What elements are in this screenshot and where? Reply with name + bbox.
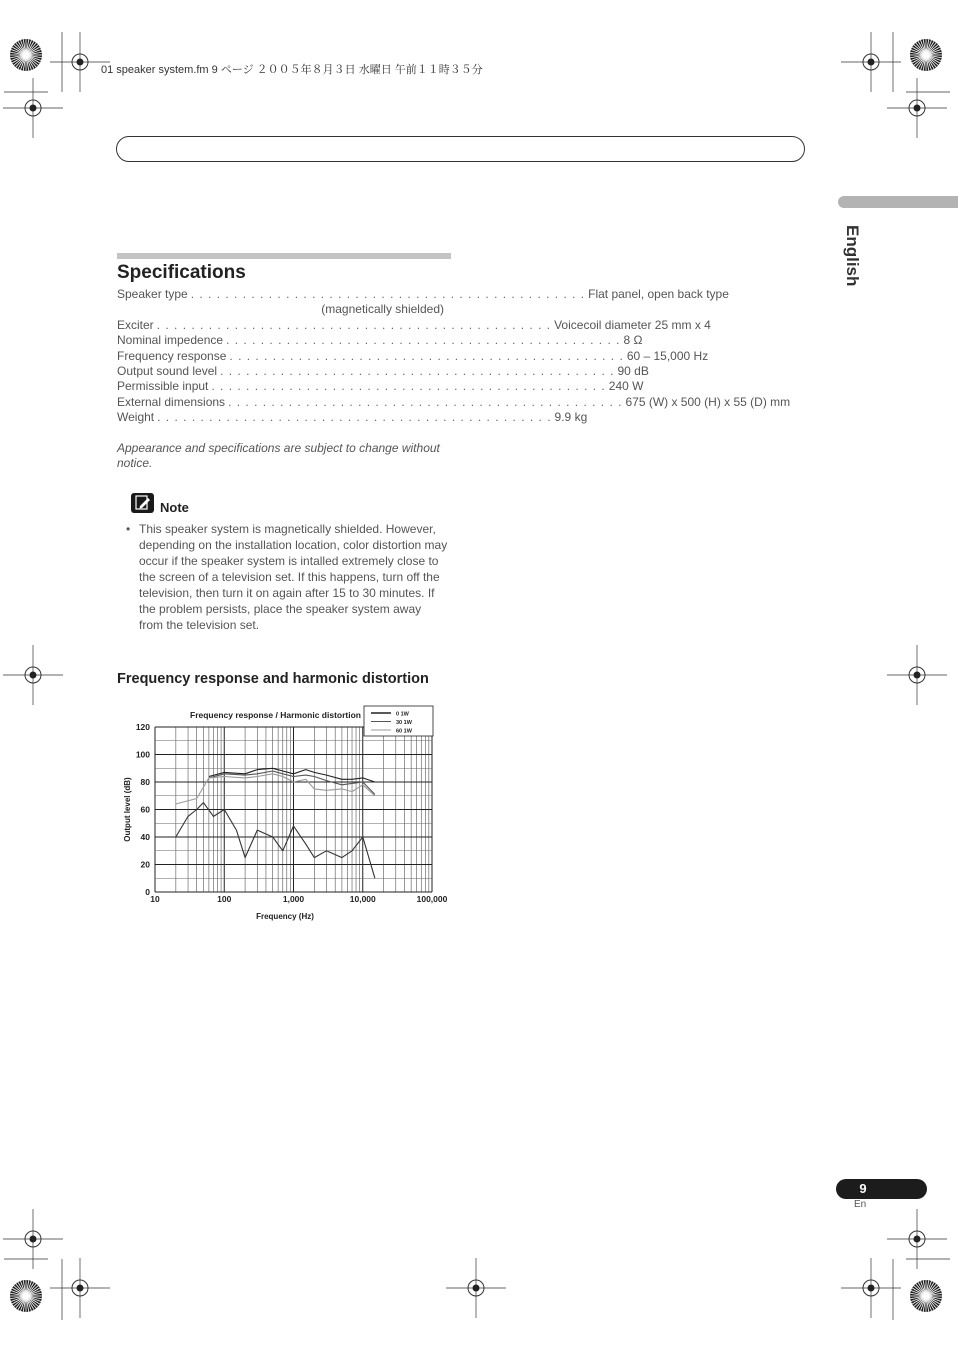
- note-title: Note: [160, 500, 189, 515]
- leader-dots: . . . . . . . . . . . . . . . . . . . . . . . . . . . . . . . . . . . . . . . . . . . . . .: [190, 287, 586, 301]
- starburst-spoke: [26, 55, 38, 65]
- starburst-spoke: [921, 40, 926, 55]
- starburst-spoke: [26, 55, 31, 70]
- starburst-spoke: [926, 55, 938, 65]
- starburst-spoke: [16, 1284, 26, 1296]
- starburst-spoke: [18, 1296, 26, 1310]
- crosshair-ring: [863, 54, 879, 70]
- starburst-target: [10, 39, 42, 71]
- starburst-spoke: [26, 1291, 41, 1296]
- starburst-spoke: [916, 55, 926, 67]
- spec-value: 240 W: [608, 379, 644, 394]
- starburst-spoke: [910, 1293, 926, 1296]
- starburst-spoke: [926, 1293, 942, 1296]
- starburst-spoke: [926, 1296, 938, 1306]
- starburst-spoke: [926, 1284, 936, 1296]
- starburst-spoke: [26, 1293, 42, 1296]
- starburst-spoke: [14, 55, 26, 65]
- spec-label: Speaker type: [117, 287, 188, 301]
- x-tick-label: 10,000: [349, 894, 376, 904]
- starburst-spoke: [910, 1296, 926, 1299]
- crosshair-ring: [863, 1280, 879, 1296]
- starburst-spoke: [911, 1291, 926, 1296]
- starburst-spoke: [918, 1296, 926, 1310]
- spec-row: [117, 317, 711, 333]
- starburst-spoke: [926, 1286, 938, 1296]
- crosshair-ring: [72, 54, 88, 70]
- crosshair-dot: [30, 105, 37, 112]
- y-tick-label: 120: [135, 722, 150, 732]
- leader-dots: . . . . . . . . . . . . . . . . . . . . . . . . . . . . . . . . . . . . . . . . . . . . . .: [229, 348, 624, 363]
- starburst-spoke: [921, 1281, 926, 1296]
- starburst-spoke: [26, 39, 29, 55]
- starburst-spoke: [926, 40, 931, 55]
- starburst-spoke: [26, 55, 29, 71]
- starburst-spoke: [12, 47, 26, 55]
- note-text: This speaker system is magnetically shielded. However, depending on the installation location, color distortion may occur if the speaker system is intalled extremely close to the screen of a television set. If this happens, turn off the television, then turn it on again after 15 to 30 minutes. If the problem persists, place the speaker system away from the television set.: [139, 522, 448, 632]
- starburst-spoke: [926, 55, 942, 58]
- starburst-spoke: [911, 50, 926, 55]
- starburst-spoke: [12, 1288, 26, 1296]
- crosshair-ring: [468, 1280, 484, 1296]
- series-line: [176, 774, 375, 804]
- starburst-spoke: [14, 1296, 26, 1306]
- spec-value: Voicecoil diameter 25 mm x 4: [554, 317, 711, 332]
- starburst-spoke: [26, 55, 42, 58]
- spec-value: 60 – 15,000 Hz: [626, 348, 709, 363]
- spec-row: [117, 364, 649, 379]
- starburst-spoke: [10, 55, 26, 58]
- leader-dots: . . . . . . . . . . . . . . . . . . . . . . . . . . . . . . . . . . . . . . . . . . . . . .: [226, 333, 621, 348]
- spec-row: [117, 394, 791, 410]
- crosshair-dot: [77, 1285, 84, 1292]
- starburst-spoke: [910, 52, 926, 55]
- starburst-spoke: [926, 41, 934, 55]
- leader-dots: . . . . . . . . . . . . . . . . . . . . . . . . . . . . . . . . . . . . . . . . . . . . . .: [228, 394, 623, 409]
- starburst-spoke: [914, 1286, 926, 1296]
- starburst-spoke: [926, 1296, 940, 1304]
- legend-entry: 30 1W: [396, 720, 412, 726]
- spec-label: Weight: [117, 410, 155, 425]
- legend-entry: 0 1W: [396, 711, 409, 718]
- crosshair-ring: [909, 667, 925, 683]
- starburst-spoke: [926, 55, 940, 63]
- starburst-spoke: [918, 1282, 926, 1296]
- starburst-spoke: [26, 1281, 31, 1296]
- starburst-spoke: [916, 43, 926, 55]
- starburst-spoke: [926, 50, 941, 55]
- crosshair-dot: [30, 1236, 37, 1243]
- starburst-spoke: [11, 1296, 26, 1301]
- starburst-spoke: [11, 55, 26, 60]
- starburst-spoke: [23, 55, 26, 71]
- starburst-spoke: [926, 39, 929, 55]
- starburst-spoke: [926, 1282, 934, 1296]
- crosshair-ring: [25, 667, 41, 683]
- spec-value: 90 dB: [617, 364, 649, 379]
- starburst-spoke: [26, 52, 42, 55]
- section-rule: [117, 253, 451, 259]
- starburst-spoke: [923, 55, 926, 71]
- starburst-target: [910, 39, 942, 71]
- spec-value: Flat panel, open back type: [588, 287, 729, 301]
- starburst-spoke: [26, 1296, 36, 1308]
- starburst-spoke: [918, 41, 926, 55]
- note-pencil-icon: [131, 493, 154, 513]
- starburst-spoke: [18, 55, 26, 69]
- file-header-line: 01 speaker system.fm 9 ページ ２００５年８月３日 水曜日 午前１１時３５分: [101, 64, 483, 76]
- leader-dots: . . . . . . . . . . . . . . . . . . . . . . . . . . . . . . . . . . . . . . . . . . . . . .: [211, 379, 606, 394]
- starburst-spoke: [921, 1296, 926, 1311]
- starburst-spoke: [926, 1296, 941, 1301]
- starburst-spoke: [26, 1296, 38, 1306]
- starburst-spoke: [912, 1296, 926, 1304]
- starburst-spoke: [26, 1280, 29, 1296]
- starburst-spoke: [26, 1288, 40, 1296]
- spec-value: 675 (W) x 500 (H) x 55 (D) mm: [625, 394, 791, 409]
- starburst-spoke: [912, 47, 926, 55]
- starburst-spoke: [12, 55, 26, 63]
- starburst-spoke: [26, 55, 36, 67]
- x-tick-label: 100: [217, 894, 232, 904]
- crosshair-ring: [25, 1231, 41, 1247]
- leader-dots: . . . . . . . . . . . . . . . . . . . . . . . . . . . . . . . . . . . . . . . . . . . . . .: [220, 364, 615, 379]
- starburst-spoke: [926, 1296, 936, 1308]
- starburst-spoke: [911, 55, 926, 60]
- starburst-spoke: [11, 50, 26, 55]
- x-tick-label: 10: [150, 894, 160, 904]
- starburst-spoke: [910, 55, 926, 58]
- note-body: [126, 521, 448, 633]
- starburst-spoke: [10, 1296, 26, 1299]
- starburst-spoke: [10, 1293, 26, 1296]
- starburst-spoke: [926, 52, 942, 55]
- y-tick-label: 0: [145, 887, 150, 897]
- specifications-title: Specifications: [117, 262, 246, 283]
- starburst-spoke: [21, 40, 26, 55]
- x-axis-label: Frequency (Hz): [256, 912, 314, 921]
- starburst-spoke: [26, 1286, 38, 1296]
- starburst-spoke: [21, 55, 26, 70]
- starburst-spoke: [16, 43, 26, 55]
- starburst-spoke: [26, 1296, 29, 1312]
- spec-label: Permissible input: [117, 379, 209, 394]
- starburst-spoke: [921, 55, 926, 70]
- spec-row: [117, 379, 644, 394]
- starburst-spoke: [26, 1296, 41, 1301]
- crosshair-ring: [909, 100, 925, 116]
- starburst-spoke: [926, 55, 941, 60]
- starburst-spoke: [14, 1286, 26, 1296]
- y-tick-label: 100: [135, 749, 150, 760]
- starburst-spoke: [918, 55, 926, 69]
- crosshair-dot: [914, 672, 921, 679]
- crosshair-dot: [77, 59, 84, 66]
- spec-value: 8 Ω: [623, 333, 643, 348]
- starburst-spoke: [23, 1296, 26, 1312]
- spec-label: External dimensions: [117, 394, 226, 409]
- starburst-spoke: [914, 55, 926, 65]
- starburst-spoke: [926, 55, 936, 67]
- starburst-spoke: [21, 1296, 26, 1311]
- specifications-notice: Appearance and specifications are subject to change without notice.: [117, 441, 440, 470]
- starburst-spoke: [23, 39, 26, 55]
- page-number: 9: [859, 1181, 867, 1196]
- starburst-spoke: [26, 1296, 31, 1311]
- spec-label: Frequency response: [117, 348, 227, 363]
- starburst-spoke: [926, 45, 938, 55]
- starburst-spoke: [18, 1282, 26, 1296]
- starburst-spoke: [926, 1291, 941, 1296]
- starburst-spoke: [926, 1296, 934, 1310]
- crosshair-dot: [30, 672, 37, 679]
- note-bullet: •: [126, 522, 131, 536]
- starburst-spoke: [912, 1288, 926, 1296]
- language-tab-label: English: [843, 225, 862, 287]
- starburst-spoke: [911, 1296, 926, 1301]
- leader-dots: . . . . . . . . . . . . . . . . . . . . . . . . . . . . . . . . . . . . . . . . . . . . . .: [157, 410, 552, 425]
- starburst-spoke: [16, 55, 26, 67]
- starburst-spoke: [26, 55, 41, 60]
- frequency-response-title: Frequency response and harmonic distortion: [117, 671, 429, 687]
- legend-entry: 60 1W: [396, 728, 412, 735]
- starburst-spoke: [916, 1284, 926, 1296]
- starburst-spoke: [926, 1281, 931, 1296]
- starburst-spoke: [926, 47, 940, 55]
- starburst-spoke: [914, 45, 926, 55]
- starburst-spoke: [26, 1296, 34, 1310]
- starburst-spoke: [23, 1280, 26, 1296]
- starburst-spoke: [923, 1296, 926, 1312]
- starburst-spoke: [26, 1296, 40, 1304]
- crosshair-ring: [909, 1231, 925, 1247]
- series-line: [209, 768, 375, 782]
- spec-row: [117, 348, 709, 364]
- x-tick-label: 100,000: [416, 894, 448, 904]
- starburst-spoke: [14, 45, 26, 55]
- starburst-spoke: [926, 1296, 942, 1299]
- starburst-spoke: [26, 55, 40, 63]
- y-tick-label: 80: [140, 777, 150, 787]
- spec-label: Output sound level: [117, 364, 218, 379]
- starburst-spoke: [26, 1282, 34, 1296]
- starburst-spoke: [26, 50, 41, 55]
- y-tick-label: 20: [140, 859, 150, 870]
- starburst-spoke: [26, 1296, 42, 1299]
- starburst-spoke: [26, 40, 31, 55]
- frequency-response-chart: [115, 700, 460, 930]
- starburst-target: [910, 1280, 942, 1312]
- starburst-spoke: [926, 55, 931, 70]
- starburst-spoke: [914, 1296, 926, 1306]
- starburst-spoke: [26, 45, 38, 55]
- crosshair-ring: [25, 100, 41, 116]
- crosshair-dot: [914, 1236, 921, 1243]
- y-axis-label: Output level (dB): [123, 777, 132, 842]
- starburst-spoke: [916, 1296, 926, 1308]
- spec-row: [117, 410, 588, 425]
- starburst-spoke: [926, 55, 934, 69]
- crosshair-dot: [868, 59, 875, 66]
- starburst-spoke: [923, 39, 926, 55]
- starburst-spoke: [926, 43, 936, 55]
- starburst-spoke: [926, 1288, 940, 1296]
- page-language-code: En: [854, 1199, 867, 1210]
- starburst-spoke: [926, 1296, 929, 1312]
- chart-title: Frequency response / Harmonic distortion: [190, 710, 361, 720]
- specifications-list: [117, 287, 791, 426]
- header-rounded-bar: [116, 136, 805, 162]
- y-tick-label: 60: [140, 804, 150, 815]
- starburst-spoke: [11, 1291, 26, 1296]
- series-line: [176, 803, 375, 879]
- y-tick-label: 40: [140, 832, 150, 842]
- starburst-spoke: [26, 55, 34, 69]
- language-tab-bar: [838, 196, 958, 208]
- starburst-spoke: [16, 1296, 26, 1308]
- starburst-spoke: [923, 1280, 926, 1296]
- starburst-spoke: [21, 1281, 26, 1296]
- starburst-spoke: [26, 1284, 36, 1296]
- starburst-spoke: [26, 41, 34, 55]
- spec-label: Nominal impedence: [117, 333, 224, 348]
- starburst-spoke: [10, 52, 26, 55]
- crosshair-dot: [868, 1285, 875, 1292]
- spec-row: [117, 287, 729, 302]
- starburst-spoke: [926, 1296, 931, 1311]
- starburst-spoke: [912, 55, 926, 63]
- leader-dots: . . . . . . . . . . . . . . . . . . . . . . . . . . . . . . . . . . . . . . . . . . . . . .: [156, 317, 552, 332]
- spec-value: 9.9 kg: [554, 410, 588, 425]
- spec-continuation: (magnetically shielded): [321, 302, 444, 317]
- crosshair-ring: [72, 1280, 88, 1296]
- starburst-spoke: [18, 41, 26, 55]
- crosshair-dot: [473, 1285, 480, 1292]
- starburst-spoke: [12, 1296, 26, 1304]
- spec-row: [117, 333, 643, 348]
- starburst-target: [10, 1280, 42, 1312]
- x-tick-label: 1,000: [282, 894, 305, 904]
- starburst-spoke: [926, 1280, 929, 1296]
- crosshair-dot: [914, 105, 921, 112]
- starburst-spoke: [26, 47, 40, 55]
- starburst-spoke: [26, 43, 36, 55]
- starburst-spoke: [926, 55, 929, 71]
- spec-label: Exciter: [117, 317, 154, 332]
